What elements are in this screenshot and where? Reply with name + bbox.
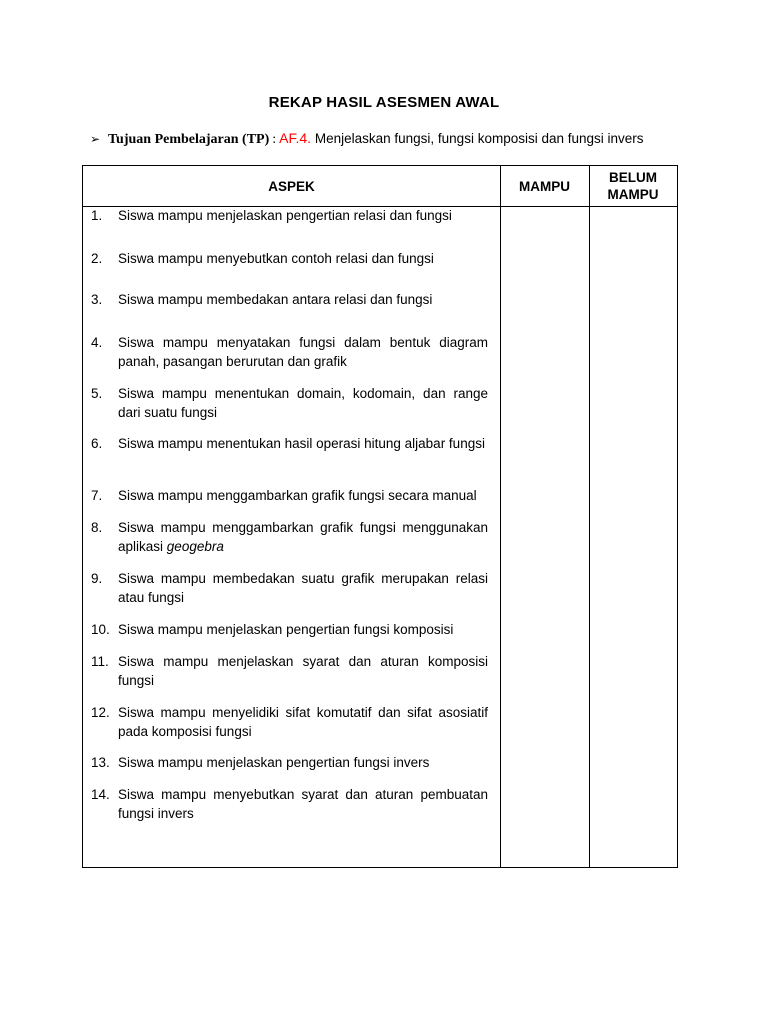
item-number: 9.	[91, 571, 103, 586]
item-text-main: Siswa mampu menggambarkan grafik fungsi menggunakan aplikasi	[118, 520, 488, 554]
item-text: Siswa mampu menjelaskan pengertian fungsi invers	[118, 755, 430, 770]
item-number: 7.	[91, 488, 103, 503]
assessment-table	[82, 165, 678, 868]
item-text: Siswa mampu menyebutkan syarat dan aturan pembuatan fungsi invers	[118, 787, 488, 821]
item-text	[118, 518, 488, 556]
arrow-bullet-icon: ➢	[90, 132, 101, 146]
item-text-italic: geogebra	[166, 539, 224, 554]
item-text: Siswa mampu menjelaskan pengertian relasi dan fungsi	[118, 208, 452, 223]
item-text: Siswa mampu membedakan antara relasi dan fungsi	[118, 292, 433, 307]
item-text: Siswa mampu menyatakan fungsi dalam bentuk diagram panah, pasangan berurutan dan grafik	[118, 335, 488, 369]
item-text: Siswa mampu menentukan hasil operasi hitung aljabar fungsi	[118, 436, 485, 451]
header-mampu: MAMPU	[519, 178, 570, 194]
item-text: Siswa mampu menjelaskan syarat dan aturan komposisi fungsi	[118, 654, 488, 688]
page-title: REKAP HASIL ASESMEN AWAL	[268, 94, 500, 111]
item-number: 3.	[91, 292, 103, 307]
item-number: 11.	[91, 654, 109, 669]
item-number: 14.	[91, 787, 110, 802]
header-belum-line2: MAMPU	[607, 187, 659, 202]
item-number: 8.	[91, 520, 103, 535]
objective-label: Tujuan Pembelajaran (TP)	[108, 132, 270, 147]
item-text: Siswa mampu menentukan domain, kodomain, dan range dari suatu fungsi	[118, 386, 488, 420]
learning-objective-line	[90, 130, 644, 148]
item-text: Siswa mampu menjelaskan pengertian fungsi komposisi	[118, 622, 454, 637]
item-number: 2.	[91, 251, 103, 266]
item-text: Siswa mampu menggambarkan grafik fungsi secara manual	[118, 488, 477, 503]
item-number: 6.	[91, 436, 103, 451]
item-number: 4.	[91, 335, 103, 350]
item-number: 10.	[91, 622, 110, 637]
column-divider	[500, 166, 501, 867]
item-text: Siswa mampu menyelidiki sifat komutatif dan sifat asosiatif pada komposisi fungsi	[118, 705, 488, 739]
objective-colon: :	[272, 132, 277, 147]
header-aspek: ASPEK	[268, 178, 315, 194]
item-text: Siswa mampu menyebutkan contoh relasi dan fungsi	[118, 251, 434, 266]
objective-code: AF.4.	[279, 130, 312, 146]
header-belum-mampu	[589, 166, 677, 206]
item-number: 12.	[91, 705, 110, 720]
item-number: 13.	[91, 755, 110, 770]
header-belum-line1: BELUM	[609, 170, 657, 185]
item-text: Siswa mampu membedakan suatu grafik merupakan relasi atau fungsi	[118, 571, 488, 605]
objective-description: Menjelaskan fungsi, fungsi komposisi dan fungsi invers	[314, 131, 644, 146]
column-divider	[589, 166, 590, 867]
item-number: 5.	[91, 386, 103, 401]
item-number: 1.	[91, 208, 103, 223]
